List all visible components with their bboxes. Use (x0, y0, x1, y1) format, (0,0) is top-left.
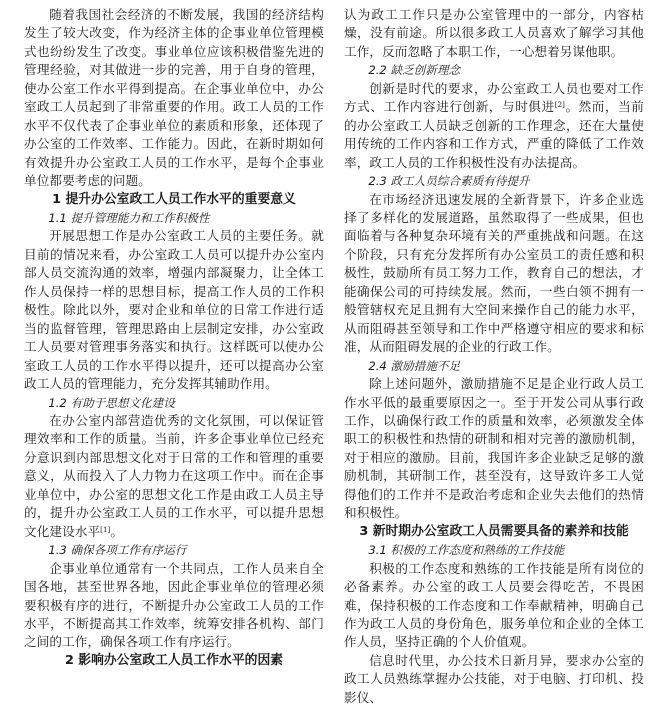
citation-2: [2] (554, 101, 565, 110)
section-1-2-text: 在办公室内部营造优秀的文化氛围，可以保证管理效率和工作的质量。当前，许多企事业单位已经充分意识到内部思想文化对于日常的工作和管理的重要意义，从而投入了人力物力在这项工作中。而在企事业单位中，办公室的思想文化工作是由政工人员主导的，提升办公室政工人员的工作水平，可以提升思想文化建设水平 (24, 412, 324, 539)
section-1-1-paragraph: 开展思想工作是办公室政工人员的主要任务。就目前的情况来看，办公室政工人员可以提升办公室内部人员交流沟通的效率，增强内部凝聚力，让全体工作人员保持一样的思想目标，提高工作人员的工作积极性。除此以外，要对企业和单位的日常工作进行适当的监督管理，管理思路由上层制定安排，办公室政工人员要对管理事务落实和执行。这样既可以使办公室政工人员的工作水平得以提升，还可以提高办公室政工人员的管理能力，充分发挥其辅助作用。 (24, 228, 324, 392)
section-2-4-paragraph: 除上述问题外，激励措施不足是企业行政人员工作水平低的最重要原因之一。至于开发公司从事行政工作，以确保行政工作的质量和效率，必须激发全体职工的积极性和热情的研制和相对完善的激励机制，对于相应的激励。目前，我国许多企业缺乏足够的激励机制，其研制工作，甚至没有，这导致许多工人觉得他们的工作并不是政治考虑和企业失去他们的热情和积极性。 (344, 376, 644, 521)
section-1-2-end: 。 (110, 523, 124, 539)
section-2-2-text: 创新是时代的要求，办公室政工人员也要对工作方式、工作内容进行创新，与时俱进 (344, 80, 644, 115)
continued-paragraph: 认为政工工作只是办公室管理中的一部分，内容枯燥，没有前途。所以很多政工人员喜欢了解学习其他工作，反而忽略了本职工作，一心想着另谋他职。 (344, 7, 644, 59)
section-1-2-heading: 1.2 有助于思想文化建设 (48, 395, 175, 410)
section-1-3-paragraph: 企事业单位通常有一个共同点，工作人员来自全国各地，甚至世界各地，因此企事业单位的管理必须要积极有序的进行，不断提升办公室政工人员的工作水平，不断提高其工作效率，统筹安排各机构、部门之间的工作，确保各项工作有序运行。 (24, 560, 324, 650)
section-1-heading: 1 提升办公室政工人员工作水平的重要意义 (52, 191, 296, 207)
section-1-2-paragraph (24, 412, 324, 541)
section-2-2-end: 。然而，当前的办公室政工人员缺乏创新的工作理念，还在大量使用传统的工作内容和工作方式，严重的降低了工作效率，政工人员的工作积极性没有办法提高。 (344, 99, 644, 170)
right-column (344, 6, 644, 707)
section-3-1-paragraph: 积极的工作态度和熟练的工作技能是所有岗位的必备素养。办公室的政工人员要会得吃苦，不畏困难，保持积极的工作态度和工作奉献精神，明确自己作为政工人员的身份角色，服务单位和企业的全体工作人员，坚持正确的个人价值观。 (344, 560, 644, 650)
citation-1: [1] (100, 525, 111, 534)
section-3-1-heading: 3.1 积极的工作态度和熟练的工作技能 (368, 543, 565, 558)
section-2-3-heading: 2.3 政工人员综合素质有待提升 (368, 174, 530, 189)
section-2-2-heading: 2.2 缺乏创新理念 (368, 63, 461, 78)
left-column (24, 6, 324, 670)
section-1-1-heading: 1.1 提升管理能力和工作积极性 (48, 210, 210, 225)
section-2-heading: 2 影响办公室政工人员工作水平的因素 (64, 652, 284, 668)
section-2-3-paragraph: 在市场经济迅速发展的全新背景下，许多企业选择了多样化的发展道路，虽然取得了一些成果，但也面临着与各种复杂环境有关的严重挑战和问题。在这个阶段，只有充分发挥所有办公室员工的责任感和积极性，鼓励所有员工努力工作，教育自己的想法，才能确保公司的可持续发展。然而，一些白领不拥有一般管辖权充足且拥有大空间来操作自己的能力水平，从而阻碍甚至领导和工作中严格遵守相应的要求和标准，从而阻碍发展的企业的行政工作。 (344, 191, 644, 355)
section-3-heading: 3 新时期办公室政工人员需要具备的素养和技能 (359, 523, 629, 539)
section-2-2-paragraph (344, 80, 644, 172)
intro-paragraph: 随着我国社会经济的不断发展，我国的经济结构发生了较大改变，作为经济主体的企事业单位管理模式也纷纷发生了改变。事业单位应该积极借鉴先进的管理经验，对其做进一步的完善，用于自身的管理，使办公室工作水平得到提高。在企事业单位中，办公室政工人员起到了非常重要的作用。政工人员的工作水平不仅代表了企事业单位的素质和形象，还体现了办公室的工作效率、工作能力。因此，在新时期如何有效提升办公室政工人员的工作水平，是每个企事业单位都要考虑的问题。 (24, 7, 324, 189)
section-3-1-paragraph-b: 信息时代里，办公技术日新月异，要求办公室的政工人员熟练掌握办公技能，对于电脑、打印机、投影仪、 (344, 652, 644, 705)
section-2-4-heading: 2.4 激励措施不足 (368, 358, 461, 373)
section-1-3-heading: 1.3 确保各项工作有序运行 (48, 543, 187, 558)
